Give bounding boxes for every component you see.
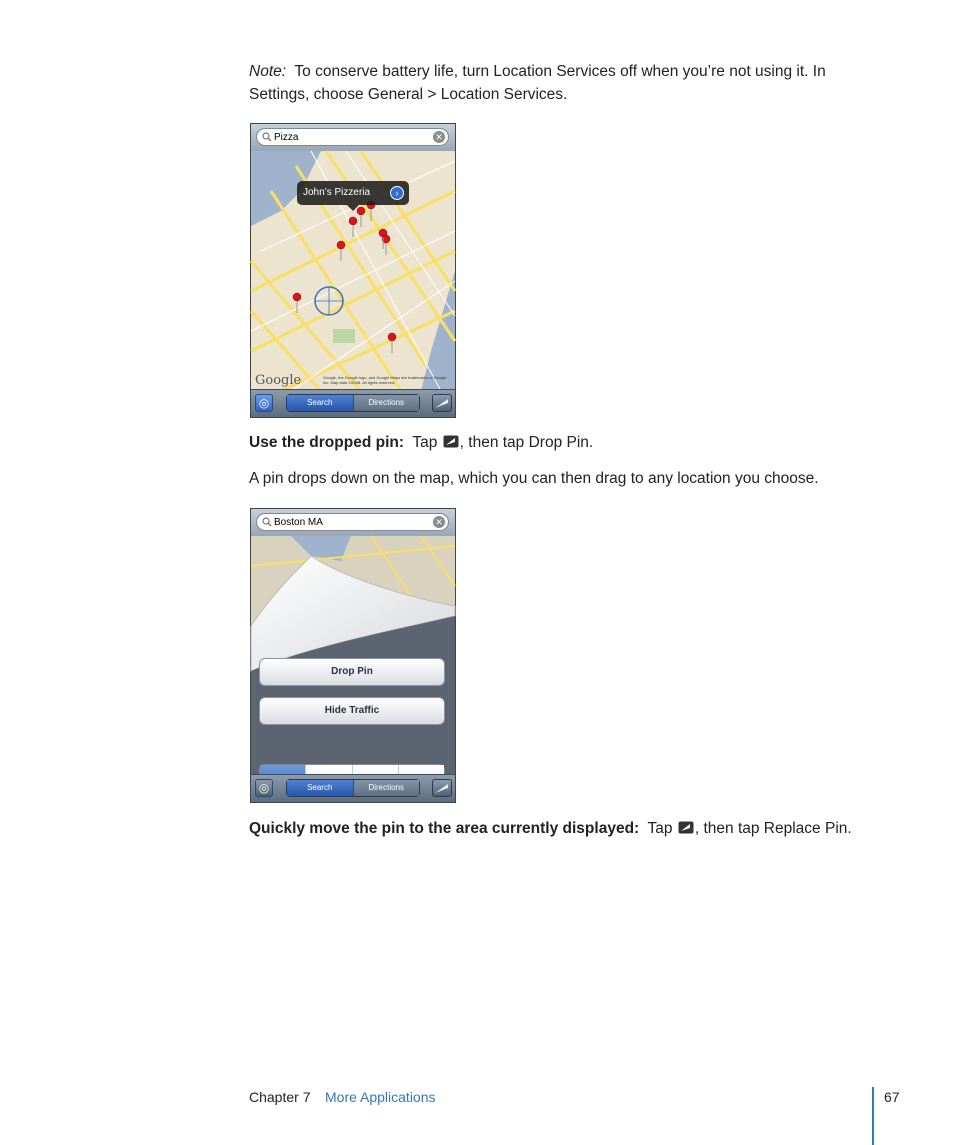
search-bar [251, 124, 455, 152]
page-curl-view [251, 536, 455, 776]
map-copyright: Google, the Google logo, and Google Maps are trademarks of Google Inc. Map data ©2008. All rights reserved. [323, 375, 447, 385]
directions-tab[interactable]: Directions [353, 780, 420, 796]
clear-icon[interactable]: ✕ [433, 516, 445, 528]
callout-title: John’s Pizzeria [303, 187, 371, 198]
quick-move-paragraph [249, 817, 869, 840]
curled-map-graphic [251, 536, 455, 776]
page-curl-icon[interactable] [432, 779, 452, 797]
drop-pin-button[interactable]: Drop Pin [259, 658, 445, 686]
disclosure-icon[interactable]: › [390, 186, 404, 200]
bottom-toolbar [251, 389, 455, 417]
footer-divider [872, 1087, 874, 1145]
dropped-pin-paragraph [249, 431, 869, 454]
google-logo: Google [255, 373, 302, 388]
page-curl-icon [678, 821, 694, 834]
bottom-toolbar [251, 774, 455, 802]
search-tab[interactable]: Search [287, 780, 353, 796]
search-bar [251, 509, 455, 537]
quick-move-lead: Quickly move the pin to the area currently displayed: [249, 820, 640, 837]
search-icon [262, 517, 272, 527]
page-curl-icon [443, 435, 459, 448]
search-field[interactable] [256, 128, 449, 146]
search-value: Boston MA [274, 517, 323, 528]
clear-icon[interactable]: ✕ [433, 131, 445, 143]
street-map[interactable] [251, 151, 455, 391]
dropped-pin-post: , then tap Drop Pin. [459, 434, 594, 451]
search-tab[interactable]: Search [287, 395, 353, 411]
maps-options-screenshot [250, 508, 456, 803]
note-text: To conserve battery life, turn Location Services off when you’re not using it. In Settings, choose General > Location Services. [249, 63, 826, 103]
locate-icon[interactable]: ◎ [255, 394, 273, 412]
place-callout[interactable] [297, 181, 409, 205]
note-paragraph [249, 60, 869, 106]
directions-tab[interactable]: Directions [353, 395, 420, 411]
search-icon [262, 132, 272, 142]
chapter-label: Chapter 7 [249, 1089, 311, 1105]
search-field[interactable] [256, 513, 449, 531]
section-link[interactable]: More Applications [325, 1089, 436, 1105]
maps-search-screenshot [250, 123, 456, 418]
dropped-pin-pre: Tap [412, 434, 438, 451]
drag-paragraph: A pin drops down on the map, which you can then drag to any location you choose. [249, 470, 819, 487]
page-curl-icon[interactable] [432, 394, 452, 412]
search-value: Pizza [274, 132, 299, 143]
locate-icon[interactable]: ◎ [255, 779, 273, 797]
search-directions-control [286, 779, 420, 797]
page-number: 67 [884, 1089, 900, 1105]
dropped-pin-lead: Use the dropped pin: [249, 434, 404, 451]
hide-traffic-button[interactable]: Hide Traffic [259, 697, 445, 725]
quick-move-post: , then tap Replace Pin. [694, 820, 852, 837]
callout-tail [347, 205, 359, 211]
note-lead: Note: [249, 63, 287, 80]
search-directions-control [286, 394, 420, 412]
quick-move-pre: Tap [647, 820, 673, 837]
